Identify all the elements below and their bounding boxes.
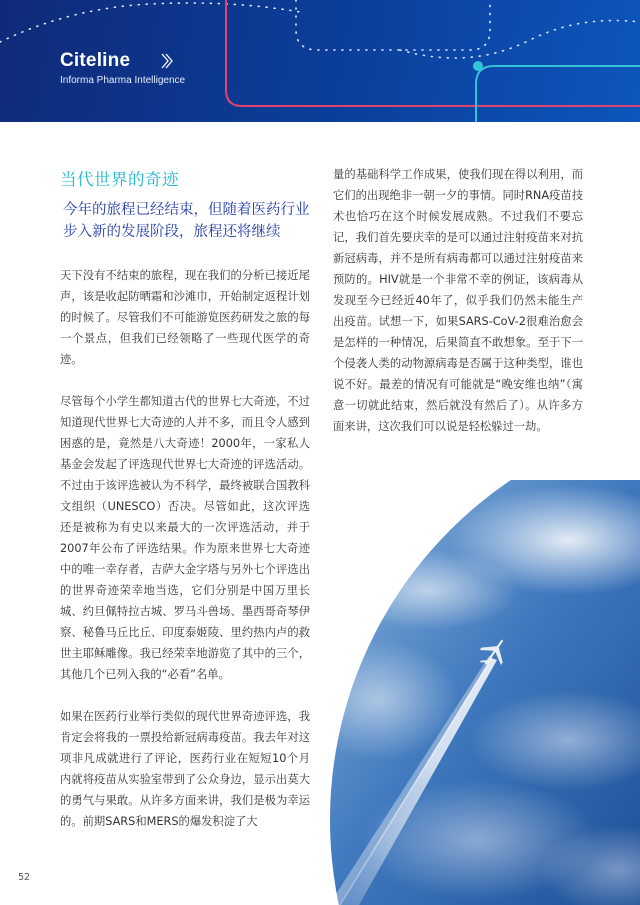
paragraph-2: 尽管每个小学生都知道古代的世界七大奇迹，不过知道现代世界七大奇迹的人并不多，而且令人感到困惑的是，竟然是八大奇迹！2000年，一家私人基金会发起了评选现代世界七大奇迹的评选活动。不过由于该评选被认为不科学，最终被联合国教科文组织（UNESCO）否决。尽管如此，这次评选还是被称为有史以来最大的一次评选活动，并于2007年公布了评选结果。作为原来世界七大奇迹中的唯一幸存者，吉萨大金字塔与另外七个评选出的世界奇迹荣幸地当选，它们分别是中国万里长城、约旦佩特拉古城、罗马斗兽场、墨西哥奇琴伊察、秘鲁马丘比丘、印度泰姬陵、里约热内卢的救世主耶稣雕像。我已经荣幸地游览了其中的三个，其他几个已列入我的“必看”名单。: [60, 395, 310, 681]
page-header-banner: [0, 0, 640, 122]
chevron-right-icon: [160, 52, 174, 70]
sky-airplane-photo: [319, 480, 640, 905]
paragraph-continued: 量的基础科学工作成果，使我们现在得以利用，而它们的出现绝非一朝一夕的事情。同时RNA疫苗技术也恰巧在这个时候发展成熟。不过我们不要忘记，我们首先要庆幸的是可以通过注射疫苗来对抗新冠病毒，并不是所有病毒都可以通过注射疫苗来预防的。HIV就是一个非常不幸的例证，该病毒从发现至今已经近40年了，似乎我们仍然未能生产出疫苗。试想一下，如果SARS-CoV-2很难治愈会是怎样的一种情况，后果简直不敢想象。至于下一个侵袭人类的动物源病毒是否属于这种类型，谁也说不好。最差的情况有可能就是“晚安维也纳”（寓意一切就此结束，然后就没有然后了）。从许多方面来讲，这次我们可以说是轻松躲过一劫。: [333, 168, 583, 433]
airplane-contrail-illustration: [319, 480, 640, 905]
right-column: [333, 164, 583, 437]
left-column: [60, 166, 310, 832]
page-title: 当代世界的奇迹: [60, 170, 179, 189]
article-subtitle: 今年的旅程已经结束，但随着医药行业步入新的发展阶段，旅程还将继续: [63, 202, 310, 240]
page-number: 52: [18, 872, 31, 883]
brand-name: Citeline: [60, 50, 131, 71]
brand-logo: [60, 50, 185, 86]
paragraph-1: 天下没有不结束的旅程，现在我们的分析已接近尾声，该是收起防晒霜和沙滩巾，开始制定返程计划的时候了。尽管我们不可能游览医药研发之旅的每一个景点，但我们已经领略了一些现代医学的奇迹。: [60, 269, 310, 366]
brand-tagline: Informa Pharma Intelligence: [60, 75, 186, 86]
paragraph-3: 如果在医药行业举行类似的现代世界奇迹评选，我肯定会将我的一票投给新冠病毒疫苗。我去年对这项非凡成就进行了评论，医药行业在短短10个月内就将疫苗从实验室带到了公众身边，显示出莫大的勇气与果敢。从许多方面来讲，我们是极为幸运的。前期SARS和MERS的爆发积淀了大: [60, 710, 310, 828]
